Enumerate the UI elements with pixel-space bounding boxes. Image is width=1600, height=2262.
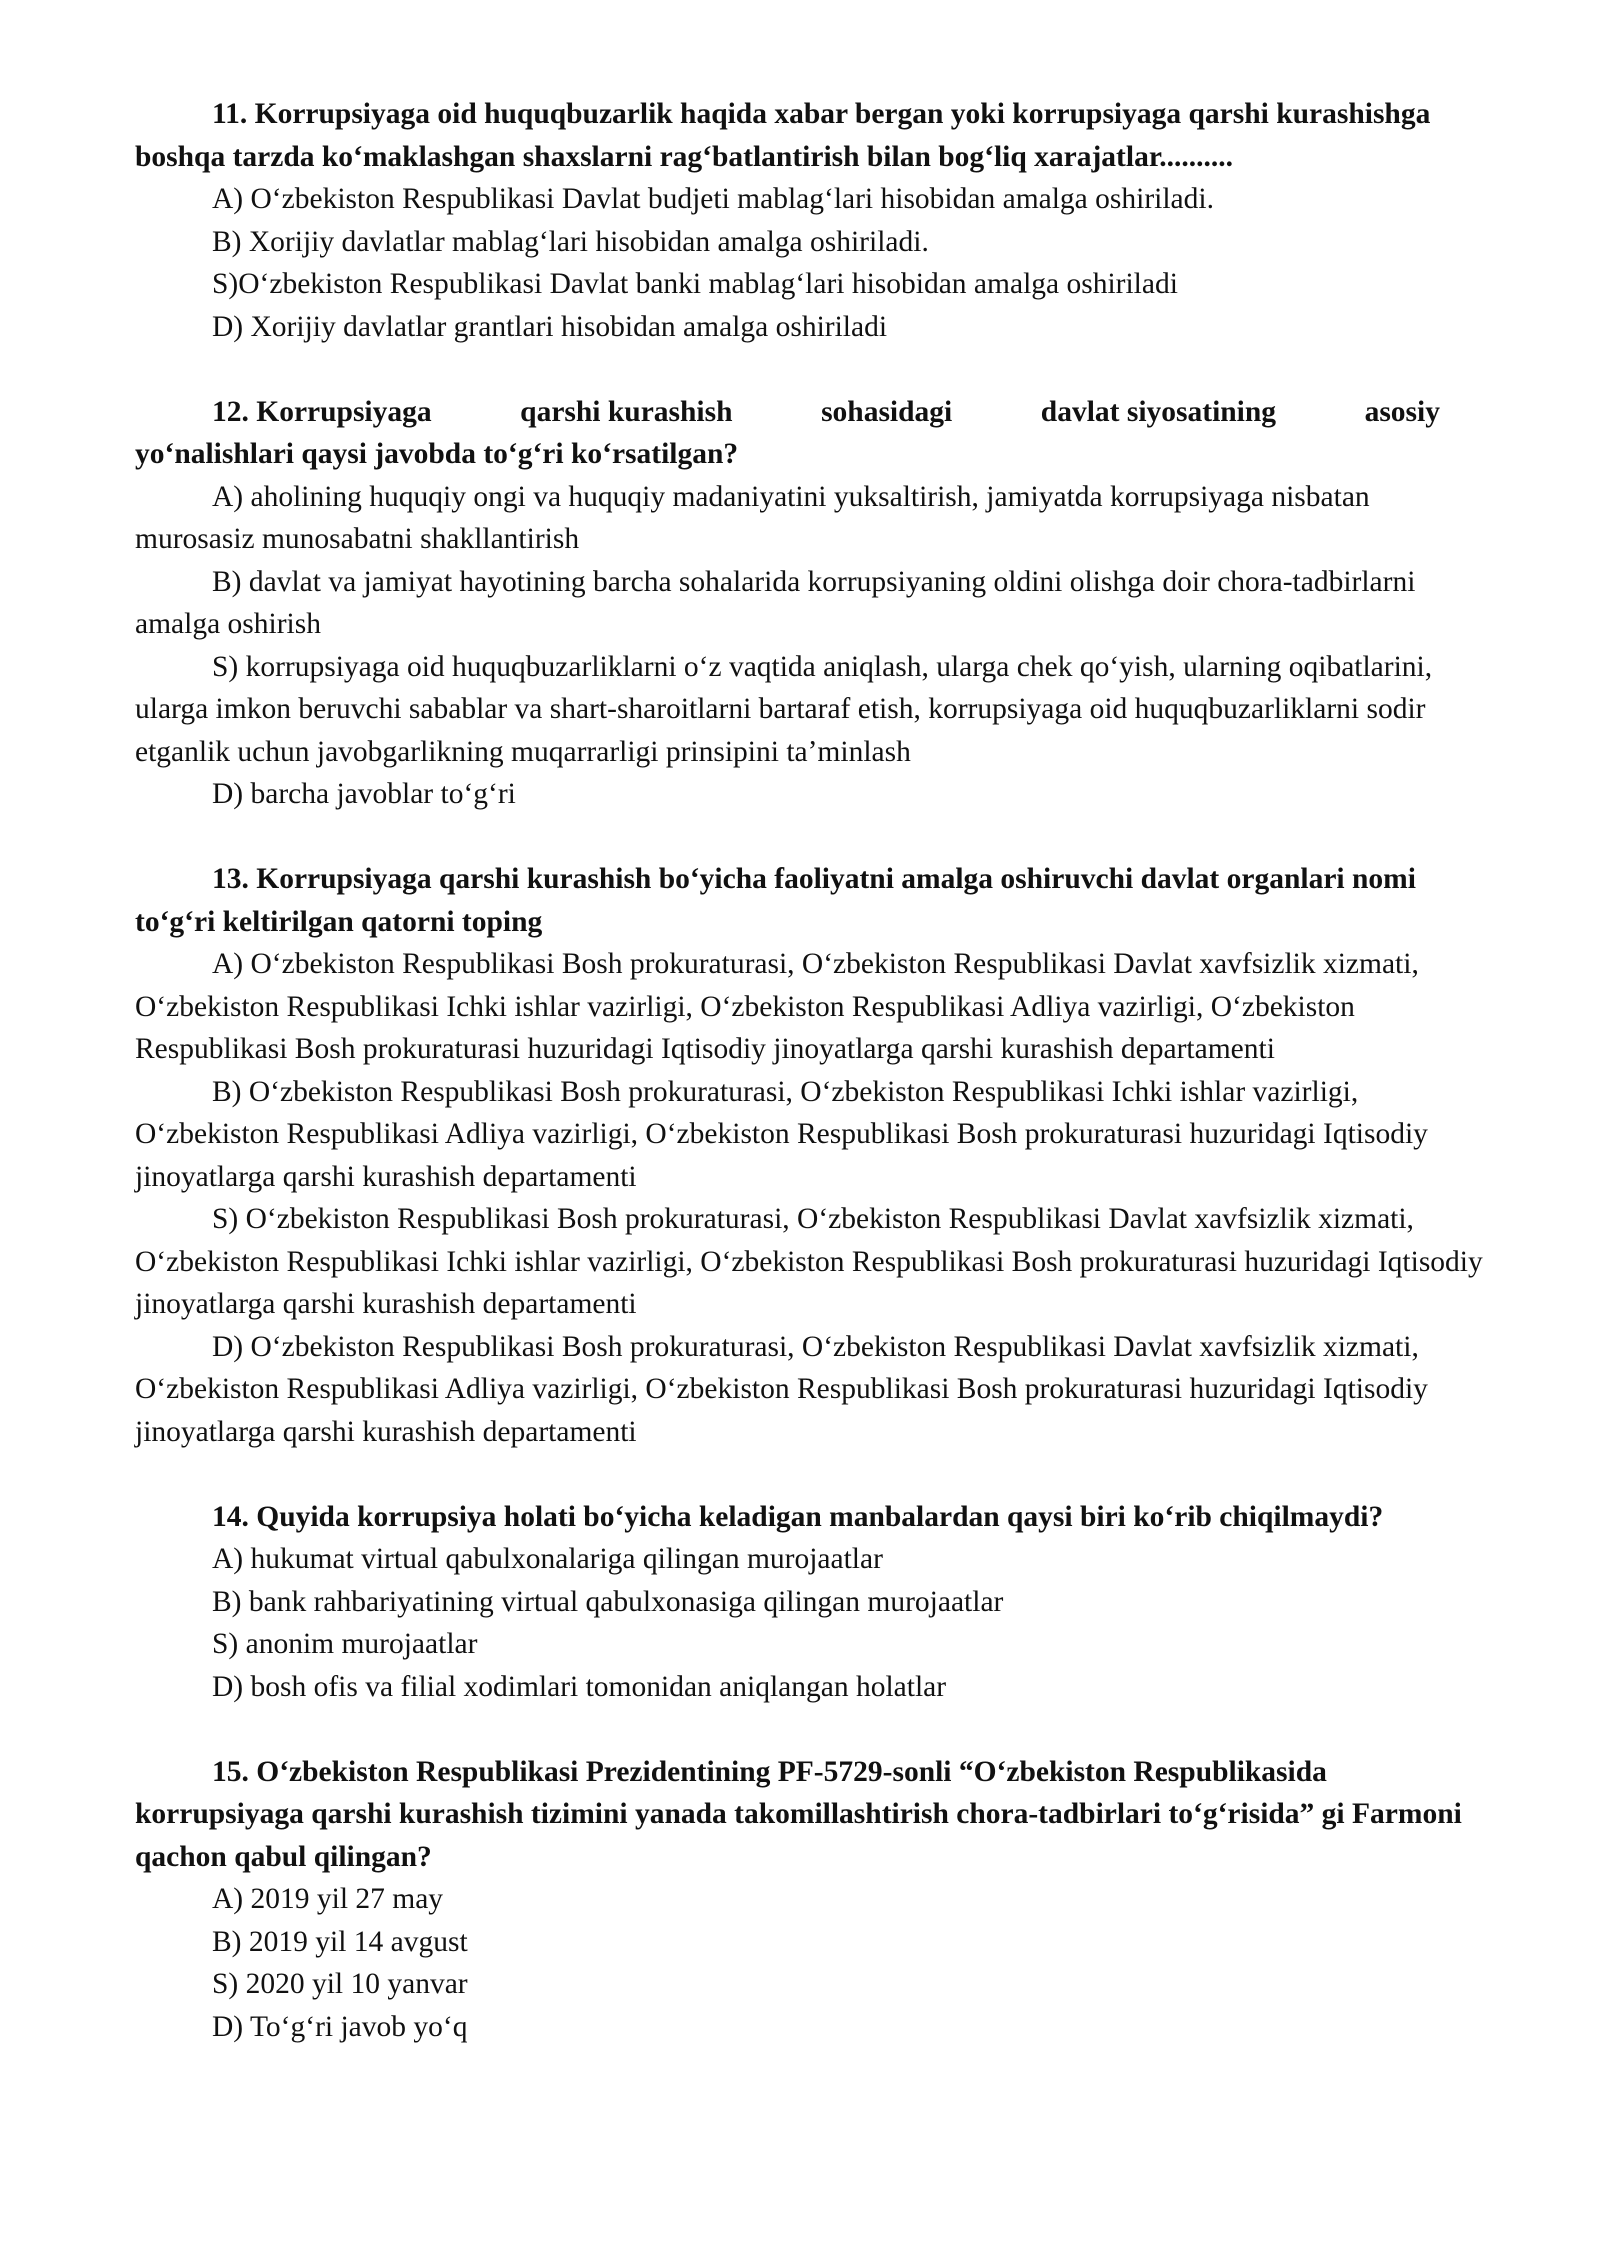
option-b: B) Oʻzbekiston Respublikasi Bosh prokuraturasi, Oʻzbekiston Respublikasi Ichki ishlar vazirligi, Oʻzbekiston Respublikasi Adliya vazirligi, Oʻzbekiston Respublikasi Bosh prokuraturasi huzuridagi Iqtisodiy jinoyatlarga qarshi kurashish departamenti <box>135 1075 1428 1193</box>
option-d: D) barcha javoblar toʻgʻri <box>212 778 516 810</box>
question-text: 15. Oʻzbekiston Respublikasi Prezidentining PF-5729-sonli “Oʻzbekiston Respublikasida korrupsiyaga qarshi kurashish tizimini yanada takomillashtirish chora-tadbirlari toʻgʻrisida” gi Farmoni qachon qabul qilingan? <box>135 1755 1462 1873</box>
option-s: S) korrupsiyaga oid huquqbuzarliklarni oʻz vaqtida aniqlash, ularga chek qoʻyish, ularning oqibatlarini, ularga imkon beruvchi sabablar va shart-sharoitlarni bartaraf etish, korrupsiyaga oid huquqbuzarliklarni sodir etganlik uchun javobgarlikning muqarrarligi prinsipini taʼminlash <box>135 650 1433 768</box>
option-b: B) 2019 yil 14 avgust <box>212 1925 468 1958</box>
question-word: sohasidagi <box>821 395 953 428</box>
question-text: 11. Korrupsiyaga oid huquqbuzarlik haqida xabar bergan yoki korrupsiyaga qarshi kurashishga boshqa tarzda koʻmaklashgan shaxslarni ragʻbatlantirish bilan bogʻliq xarajatlar.......... <box>135 98 1431 173</box>
question-word: qarshi kurashish <box>520 395 733 428</box>
option-d: D) Xorijiy davlatlar grantlari hisobidan amalga oshiriladi <box>212 310 888 343</box>
option-s: S) Oʻzbekiston Respublikasi Bosh prokuraturasi, Oʻzbekiston Respublikasi Davlat xavfsizlik xizmati, Oʻzbekiston Respublikasi Ichki ishlar vazirligi, Oʻzbekiston Respublikasi Bosh prokuraturasi huzuridagi Iqtisodiy jinoyatlarga qarshi kurashish departamenti <box>135 1203 1483 1320</box>
question-text: 13. Korrupsiyaga qarshi kurashish boʻyicha faoliyatni amalga oshiruvchi davlat organlari nomi toʻgʻri keltirilgan qatorni toping <box>135 863 1416 938</box>
question-text-line <box>135 391 1440 434</box>
question-12 <box>135 391 1495 816</box>
question-word: davlat siyosatining <box>1040 395 1277 428</box>
option-a: A) 2019 yil 27 may <box>212 1883 444 1915</box>
document-page <box>135 93 1495 2091</box>
option-a: A) Oʻzbekiston Respublikasi Bosh prokuraturasi, Oʻzbekiston Respublikasi Davlat xavfsizlik xizmati, Oʻzbekiston Respublikasi Ichki ishlar vazirligi, Oʻzbekiston Respublikasi Adliya vazirligi, Oʻzbekiston Respublikasi Bosh prokuraturasi huzuridagi Iqtisodiy jinoyatlarga qarshi kurashish departamenti <box>135 948 1419 1065</box>
option-s: S) anonim murojaatlar <box>212 1628 478 1660</box>
question-text: 14. Quyida korrupsiya holati boʻyicha keladigan manbalardan qaysi biri koʻrib chiqilmaydi? <box>212 1500 1384 1533</box>
question-13 <box>135 858 1495 1453</box>
question-15 <box>135 1751 1495 2049</box>
option-d: D) Oʻzbekiston Respublikasi Bosh prokuraturasi, Oʻzbekiston Respublikasi Davlat xavfsizlik xizmati, Oʻzbekiston Respublikasi Adliya vazirligi, Oʻzbekiston Respublikasi Bosh prokuraturasi huzuridagi Iqtisodiy jinoyatlarga qarshi kurashish departamenti <box>135 1330 1428 1448</box>
option-b: B) Xorijiy davlatlar mablagʻlari hisobidan amalga oshiriladi. <box>212 225 929 258</box>
question-text: yoʻnalishlari qaysi javobda toʻgʻri koʻrsatilgan? <box>135 438 739 470</box>
option-d: D) Toʻgʻri javob yoʻq <box>212 2010 468 2043</box>
question-word: 12. Korrupsiyaga <box>212 395 432 428</box>
option-s: S)Oʻzbekiston Respublikasi Davlat banki mablagʻlari hisobidan amalga oshiriladi <box>212 268 1178 300</box>
option-b: B) davlat va jamiyat hayotining barcha sohalarida korrupsiyaning oldini olishga doir chora-tadbirlarni amalga oshirish <box>135 565 1416 640</box>
option-a: A) Oʻzbekiston Respublikasi Davlat budjeti mablagʻlari hisobidan amalga oshiriladi. <box>212 183 1214 215</box>
option-s: S) 2020 yil 10 yanvar <box>212 1968 468 2000</box>
option-a: A) aholining huquqiy ongi va huquqiy madaniyatini yuksaltirish, jamiyatda korrupsiyaga nisbatan murosasiz munosabatni shakllantirish <box>135 480 1370 555</box>
question-11 <box>135 93 1495 348</box>
option-d: D) bosh ofis va filial xodimlari tomonidan aniqlangan holatlar <box>212 1670 947 1703</box>
question-14 <box>135 1496 1495 1709</box>
option-b: B) bank rahbariyatining virtual qabulxonasiga qilingan murojaatlar <box>212 1585 1004 1618</box>
option-a: A) hukumat virtual qabulxonalariga qilingan murojaatlar <box>212 1543 883 1575</box>
question-word: asosiy <box>1364 395 1440 428</box>
